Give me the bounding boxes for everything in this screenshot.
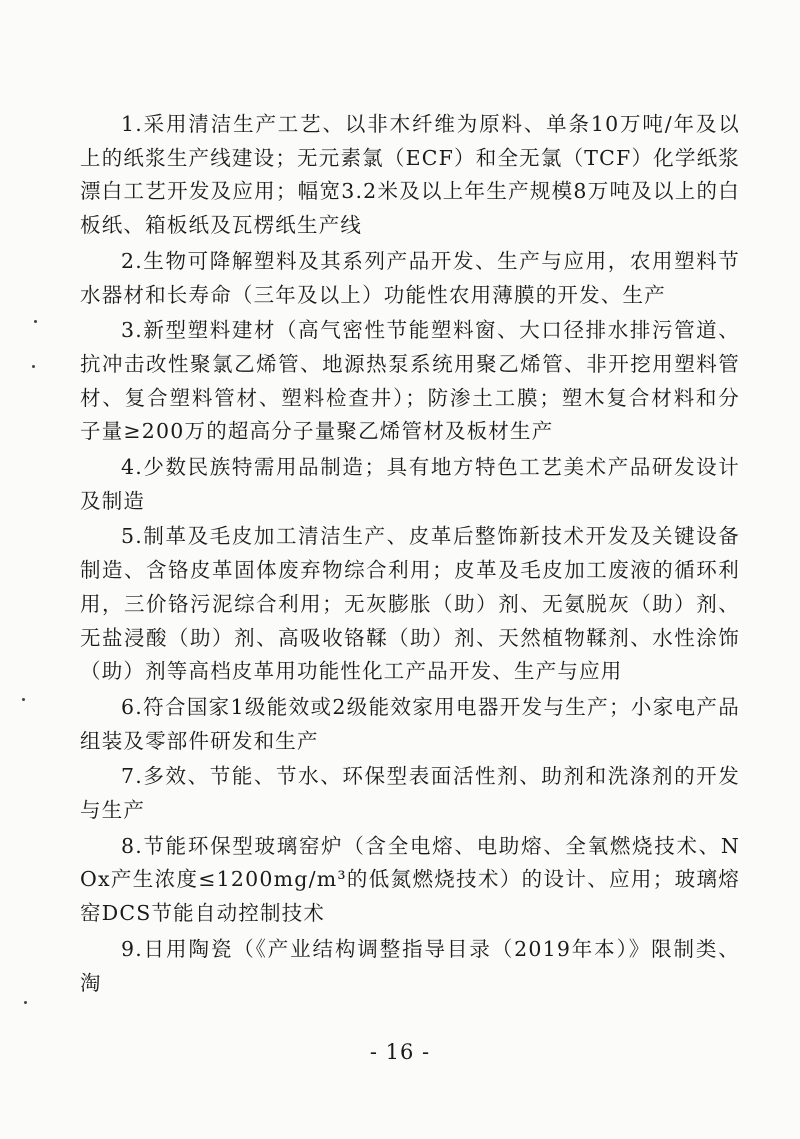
page-number: - 16 - xyxy=(369,1040,431,1064)
list-item-6: 6.符合国家1级能效或2级能效家用电器开发与生产；小家电产品组装及零部件研发和生产 xyxy=(80,694,740,753)
list-item-9: 9.日用陶瓷（《产业结构调整指导目录（2019年本）》限制类、淘 xyxy=(80,936,740,995)
list-item-5: 5.制革及毛皮加工清洁生产、皮革后整饰新技术开发及关键设备制造、含铬皮革固体废弃物综合利用；皮革及毛皮加工废液的循环利用，三价铬污泥综合利用；无灰膨胀（助）剂、无氨脱灰（助）剂、无盐浸酸（助）剂、高吸收铬鞣（助）剂、天然植物鞣剂、水性涂饰（助）剂等高档皮革用功能性化工产品开发、生产与应用 xyxy=(80,524,740,684)
list-item-2: 2.生物可降解塑料及其系列产品开发、生产与应用，农用塑料节水器材和长寿命（三年及以上）功能性农用薄膜的开发、生产 xyxy=(80,248,740,307)
scan-speck-mark xyxy=(32,365,35,368)
document-body xyxy=(80,108,740,1002)
list-item-8: 8.节能环保型玻璃窑炉（含全电熔、电助熔、全氧燃烧技术、NOx产生浓度≤1200mg/m³的低氮燃烧技术）的设计、应用；玻璃熔窑DCS节能自动控制技术 xyxy=(80,833,740,926)
list-item-1: 1.采用清洁生产工艺、以非木纤维为原料、单条10万吨/年及以上的纸浆生产线建设；无元素氯（ECF）和全无氯（TCF）化学纸浆漂白工艺开发及应用；幅宽3.2米及以上年生产规模8万吨及以上的白板纸、箱板纸及瓦楞纸生产线 xyxy=(80,112,740,238)
list-item-4: 4.少数民族特需用品制造；具有地方特色工艺美术产品研发设计及制造 xyxy=(80,455,740,513)
scan-speck-mark xyxy=(22,698,25,701)
scan-speck-mark xyxy=(24,1001,27,1004)
scan-speck-mark xyxy=(34,320,37,323)
list-item-3: 3.新型塑料建材（高气密性节能塑料窗、大口径排水排污管道、抗冲击改性聚氯乙烯管、地源热泵系统用聚乙烯管、非开挖用塑料管材、复合塑料管材、塑料检查井）；防渗土工膜；塑木复合材料和分子量≥200万的超高分子量聚乙烯管材及板材生产 xyxy=(80,318,740,444)
list-item-7: 7.多效、节能、节水、环保型表面活性剂、助剂和洗涤剂的开发与生产 xyxy=(80,764,740,823)
